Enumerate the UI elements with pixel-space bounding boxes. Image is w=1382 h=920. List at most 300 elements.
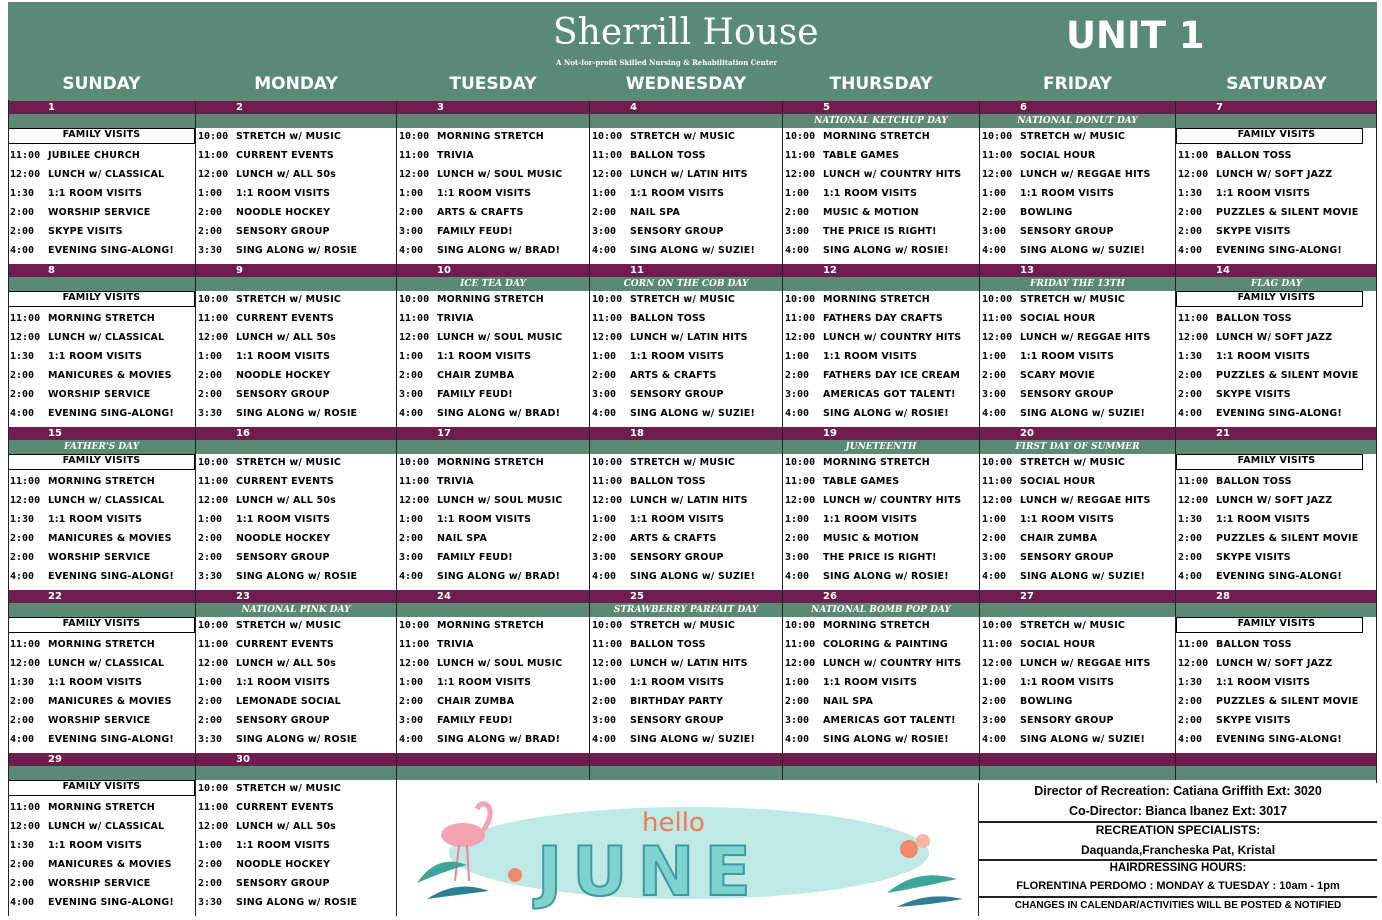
codirector-line: Co-Director: Bianca Ibanez Ext: 3017 (1068, 804, 1288, 818)
activity-name: 1:1 ROOM VISITS (437, 514, 532, 525)
activity-row (196, 492, 396, 511)
activity-time: 10:00 (198, 783, 229, 794)
activity-name: LUNCH w/ REGGAE HITS (1020, 169, 1151, 180)
activity-row (783, 731, 979, 750)
activity-name: FATHERS DAY CRAFTS (823, 313, 943, 324)
day-header-tuesday: TUESDAY (449, 74, 537, 94)
activity-row (980, 568, 1175, 587)
activity-name: FAMILY FEUD! (437, 715, 513, 726)
activity-name: STRETCH w/ MUSIC (630, 620, 736, 631)
activity-row (196, 636, 396, 655)
activity-time: 2:00 (10, 389, 35, 400)
activity-row (980, 367, 1175, 386)
day-cell-tuesday (397, 291, 589, 427)
activity-name: SING ALONG w/ ROSIE! (823, 734, 949, 745)
activity-name: MUSIC & MOTION (823, 533, 919, 544)
activity-time: 3:00 (399, 715, 424, 726)
date-number: 15 (48, 428, 62, 439)
activity-time: 10:00 (399, 131, 430, 142)
day-cell-sunday (8, 291, 195, 427)
activity-time: 2:00 (1178, 696, 1203, 707)
activity-time: 2:00 (198, 226, 223, 237)
activity-time: 1:30 (10, 840, 35, 851)
activity-time: 4:00 (1178, 408, 1203, 419)
activity-name: SING ALONG w/ SUZIE! (630, 734, 755, 745)
activity-name: LUNCH w/ ALL 50s (236, 821, 337, 832)
activity-row (1176, 712, 1377, 731)
specialists-title: RECREATION SPECIALISTS: (1095, 823, 1261, 837)
family-visits-row (8, 780, 195, 799)
activity-row (1176, 367, 1377, 386)
activity-name: SOCIAL HOUR (1020, 313, 1096, 324)
activity-row (980, 473, 1175, 492)
activity-time: 2:00 (1178, 533, 1203, 544)
special-day-label (196, 114, 396, 128)
date-number: 9 (236, 265, 243, 276)
activity-time: 2:00 (1178, 389, 1203, 400)
activity-name: SING ALONG w/ SUZIE! (630, 245, 755, 256)
activity-time: 2:00 (10, 715, 35, 726)
activity-row (590, 348, 782, 367)
activity-time: 11:00 (10, 313, 41, 324)
activity-name: STRETCH w/ MUSIC (236, 294, 342, 305)
activity-name: SING ALONG w/ SUZIE! (1020, 408, 1145, 419)
activity-name: SING ALONG w/ BRAD! (437, 734, 561, 745)
activity-row (1176, 473, 1377, 492)
activity-name: 1:1 ROOM VISITS (823, 677, 918, 688)
activity-time: 4:00 (592, 571, 617, 582)
special-day-label (8, 766, 195, 780)
activity-name: SING ALONG w/ BRAD! (437, 408, 561, 419)
activity-row (8, 386, 195, 405)
activity-row (980, 617, 1175, 636)
date-number: 3 (437, 102, 444, 113)
special-day-label (397, 440, 589, 454)
activity-name: LUNCH w/ SOUL MUSIC (437, 658, 563, 669)
activity-time: 4:00 (592, 734, 617, 745)
activity-name: NAIL SPA (630, 207, 681, 218)
activity-time: 10:00 (592, 294, 623, 305)
activity-time: 4:00 (10, 408, 35, 419)
activity-name: 1:1 ROOM VISITS (437, 188, 532, 199)
activity-time: 11:00 (785, 313, 816, 324)
activity-row (783, 367, 979, 386)
special-day-label: NATIONAL KETCHUP DAY (814, 116, 948, 126)
activity-time: 11:00 (982, 313, 1013, 324)
date-number: 10 (437, 265, 451, 276)
activity-name: SING ALONG w/ ROSIE! (823, 571, 949, 582)
activity-name: 1:1 ROOM VISITS (1020, 351, 1115, 362)
activity-row (590, 473, 782, 492)
activity-row (980, 348, 1175, 367)
activity-name: 1:1 ROOM VISITS (630, 351, 725, 362)
activity-time: 10:00 (198, 131, 229, 142)
activity-name: SING ALONG w/ BRAD! (437, 245, 561, 256)
activity-row (980, 712, 1175, 731)
activity-row (196, 655, 396, 674)
special-day-label (397, 603, 589, 617)
activity-name: EVENING SING-ALONG! (48, 897, 174, 908)
activity-name: 1:1 ROOM VISITS (823, 351, 918, 362)
activity-time: 2:00 (1178, 552, 1203, 563)
activity-row (8, 530, 195, 549)
activity-row (8, 549, 195, 568)
activity-row (397, 731, 589, 750)
activity-name: THE PRICE IS RIGHT! (823, 226, 937, 237)
activity-name: MORNING STRETCH (823, 131, 930, 142)
activity-row (196, 454, 396, 473)
activity-name: 1:1 ROOM VISITS (1216, 514, 1311, 525)
activity-time: 2:00 (10, 370, 35, 381)
date-number: 14 (1216, 265, 1230, 276)
activity-time: 2:00 (982, 370, 1007, 381)
activity-row (196, 348, 396, 367)
activity-name: SKYPE VISITS (1216, 552, 1291, 563)
activity-name: BALLON TOSS (630, 476, 706, 487)
activity-row (590, 655, 782, 674)
activity-name: SENSORY GROUP (236, 226, 330, 237)
activity-time: 3:00 (982, 389, 1007, 400)
activity-name: WORSHIP SERVICE (48, 552, 151, 563)
activity-row (8, 856, 195, 875)
activity-time: 1:30 (10, 188, 35, 199)
activity-time: 12:00 (399, 658, 430, 669)
activity-row (196, 818, 396, 837)
activity-row (196, 856, 396, 875)
activity-time: 1:30 (10, 514, 35, 525)
activity-time: 1:00 (198, 188, 223, 199)
activity-row (590, 549, 782, 568)
activity-time: 11:00 (982, 476, 1013, 487)
family-visits-label: FAMILY VISITS (62, 129, 141, 140)
activity-row (1176, 166, 1377, 185)
activity-row (783, 204, 979, 223)
activity-row (783, 166, 979, 185)
activity-name: NAIL SPA (437, 533, 488, 544)
special-day-label (397, 114, 589, 128)
activity-name: 1:1 ROOM VISITS (1216, 351, 1311, 362)
calendar-week (8, 264, 1377, 427)
activity-time: 2:00 (785, 207, 810, 218)
activity-time: 12:00 (592, 658, 623, 669)
day-cell-saturday (1176, 617, 1377, 753)
activity-row (196, 405, 396, 424)
activity-time: 2:00 (592, 370, 617, 381)
activity-time: 10:00 (198, 294, 229, 305)
activity-row (8, 367, 195, 386)
staff-info-panel (978, 783, 1377, 916)
day-cell-saturday (1176, 291, 1377, 427)
activity-row (397, 549, 589, 568)
activity-time: 12:00 (10, 821, 41, 832)
activity-time: 1:00 (198, 840, 223, 851)
activity-name: CURRENT EVENTS (236, 150, 334, 161)
day-cell-sunday (8, 128, 195, 264)
special-day-label (1176, 603, 1377, 617)
activity-time: 4:00 (785, 245, 810, 256)
activity-row (397, 242, 589, 261)
activity-row (8, 348, 195, 367)
activity-time: 1:00 (198, 514, 223, 525)
activity-name: SCARY MOVIE (1020, 370, 1095, 381)
activity-row (196, 291, 396, 310)
activity-row (196, 367, 396, 386)
activity-row (196, 875, 396, 894)
activity-row (397, 568, 589, 587)
activity-time: 2:00 (10, 207, 35, 218)
day-cell-friday (980, 128, 1175, 264)
activity-name: LUNCH W/ SOFT JAZZ (1216, 169, 1333, 180)
special-day-label (980, 603, 1175, 617)
activity-name: 1:1 ROOM VISITS (48, 351, 143, 362)
activity-name: STRETCH w/ MUSIC (236, 131, 342, 142)
activity-row (783, 712, 979, 731)
activity-row (783, 454, 979, 473)
day-cell-friday (980, 454, 1175, 590)
activity-name: 1:1 ROOM VISITS (236, 677, 331, 688)
activity-time: 11:00 (785, 639, 816, 650)
activity-row (980, 291, 1175, 310)
activity-name: 1:1 ROOM VISITS (1216, 677, 1311, 688)
day-cell-wednesday (590, 617, 782, 753)
activity-name: EVENING SING-ALONG! (1216, 245, 1342, 256)
family-visits-label: FAMILY VISITS (62, 455, 141, 466)
activity-row (397, 291, 589, 310)
special-day-label: STRAWBERRY PARFAIT DAY (613, 605, 759, 615)
activity-time: 3:30 (198, 245, 223, 256)
activity-row (196, 185, 396, 204)
activity-row (590, 492, 782, 511)
activity-row (8, 329, 195, 348)
activity-row (783, 348, 979, 367)
day-cell-thursday (783, 291, 979, 427)
activity-row (980, 693, 1175, 712)
activity-time: 10:00 (399, 620, 430, 631)
activity-time: 12:00 (785, 332, 816, 343)
activity-name: SKYPE VISITS (1216, 389, 1291, 400)
activity-time: 12:00 (982, 495, 1013, 506)
activity-time: 3:00 (982, 226, 1007, 237)
activity-name: NOODLE HOCKEY (236, 533, 331, 544)
activity-time: 3:00 (982, 715, 1007, 726)
activity-time: 3:30 (198, 897, 223, 908)
family-visits-label: FAMILY VISITS (62, 292, 141, 303)
activity-row (397, 530, 589, 549)
activity-time: 2:00 (10, 859, 35, 870)
activity-time: 12:00 (198, 821, 229, 832)
activity-name: LUNCH w/ REGGAE HITS (1020, 658, 1151, 669)
activity-row (980, 636, 1175, 655)
date-number: 30 (236, 754, 250, 765)
date-number: 11 (630, 265, 644, 276)
activity-name: BALLON TOSS (630, 150, 706, 161)
activity-time: 1:00 (198, 351, 223, 362)
activity-time: 12:00 (592, 495, 623, 506)
date-number: 2 (236, 102, 243, 113)
special-day-label: CORN ON THE COB DAY (623, 279, 749, 289)
activity-name: NAIL SPA (823, 696, 874, 707)
activity-row (590, 386, 782, 405)
unit-label: UNIT 1 (1066, 14, 1205, 57)
special-day-label: FRIDAY THE 13TH (1030, 279, 1125, 289)
activity-time: 10:00 (592, 620, 623, 631)
activity-name: PUZZLES & SILENT MOVIE (1216, 370, 1359, 381)
date-number: 24 (437, 591, 451, 602)
activity-row (590, 242, 782, 261)
activity-time: 10:00 (785, 620, 816, 631)
activity-row (8, 405, 195, 424)
activity-name: SENSORY GROUP (1020, 389, 1114, 400)
activity-name: MORNING STRETCH (48, 802, 155, 813)
activity-time: 12:00 (785, 169, 816, 180)
brand-subtitle: A Not-for-profit Skilled Nursing & Rehabilitation Center (556, 58, 778, 67)
activity-time: 2:00 (198, 696, 223, 707)
activity-row (8, 568, 195, 587)
activity-time: 3:00 (399, 226, 424, 237)
activity-row (980, 223, 1175, 242)
special-day-label (397, 766, 589, 780)
activity-name: ARTS & CRAFTS (437, 207, 524, 218)
day-header-thursday: THURSDAY (829, 74, 933, 94)
activity-name: MANICURES & MOVIES (48, 696, 172, 707)
activity-name: BALLON TOSS (1216, 150, 1292, 161)
activity-name: BIRTHDAY PARTY (630, 696, 724, 707)
activity-row (8, 837, 195, 856)
activity-name: LEMONADE SOCIAL (236, 696, 341, 707)
activity-name: MORNING STRETCH (823, 457, 930, 468)
activity-row (980, 674, 1175, 693)
activity-time: 10:00 (982, 294, 1013, 305)
activity-name: AMERICAS GOT TALENT! (823, 715, 956, 726)
activity-name: LUNCH w/ ALL 50s (236, 169, 337, 180)
activity-name: LUNCH w/ LATIN HITS (630, 332, 748, 343)
activity-name: SING ALONG w/ ROSIE (236, 734, 358, 745)
family-visits-row (1176, 128, 1377, 147)
activity-time: 1:00 (592, 514, 617, 525)
activity-name: MORNING STRETCH (823, 620, 930, 631)
activity-row (8, 185, 195, 204)
activity-row (397, 617, 589, 636)
activity-row (1176, 386, 1377, 405)
activity-row (1176, 511, 1377, 530)
activity-name: MORNING STRETCH (437, 131, 544, 142)
activity-time: 2:00 (785, 696, 810, 707)
activity-name: FAMILY FEUD! (437, 552, 513, 563)
activity-row (783, 655, 979, 674)
activity-row (8, 894, 195, 913)
activity-name: MORNING STRETCH (48, 639, 155, 650)
activity-row (8, 511, 195, 530)
activity-row (397, 204, 589, 223)
date-number: 6 (1020, 102, 1027, 113)
activity-name: TRIVIA (437, 476, 474, 487)
calendar-week (8, 101, 1377, 264)
activity-row (196, 799, 396, 818)
brand-title: Sherrill House (553, 12, 819, 53)
activity-row (1176, 636, 1377, 655)
activity-name: LUNCH W/ SOFT JAZZ (1216, 658, 1333, 669)
activity-row (783, 128, 979, 147)
activity-row (196, 310, 396, 329)
activity-row (8, 166, 195, 185)
activity-row (1176, 185, 1377, 204)
activity-time: 12:00 (592, 332, 623, 343)
hello-june-illustration (397, 783, 978, 916)
activity-name: MORNING STRETCH (437, 294, 544, 305)
activity-row (590, 185, 782, 204)
day-cell-wednesday (590, 128, 782, 264)
family-visits-row (1176, 454, 1377, 473)
activity-name: MANICURES & MOVIES (48, 533, 172, 544)
activity-row (1176, 242, 1377, 261)
activity-time: 3:30 (198, 408, 223, 419)
activity-time: 12:00 (1178, 332, 1209, 343)
family-visits-label: FAMILY VISITS (1237, 292, 1316, 303)
family-visits-row (8, 454, 195, 473)
activity-name: 1:1 ROOM VISITS (630, 188, 725, 199)
activity-name: STRETCH w/ MUSIC (1020, 131, 1126, 142)
activity-time: 4:00 (10, 245, 35, 256)
hairdressing-title: HAIRDRESSING HOURS: (1109, 862, 1247, 874)
activity-name: WORSHIP SERVICE (48, 878, 151, 889)
activity-row (590, 511, 782, 530)
calendar-header (8, 2, 1377, 101)
activity-name: 1:1 ROOM VISITS (236, 188, 331, 199)
activity-time: 11:00 (592, 313, 623, 324)
activity-name: SING ALONG w/ ROSIE (236, 408, 358, 419)
activity-name: SOCIAL HOUR (1020, 476, 1096, 487)
activity-time: 1:00 (785, 677, 810, 688)
activity-time: 1:30 (1178, 514, 1203, 525)
activity-row (590, 204, 782, 223)
activity-name: LUNCH w/ CLASSICAL (48, 169, 165, 180)
activity-time: 12:00 (198, 658, 229, 669)
activity-name: 1:1 ROOM VISITS (437, 351, 532, 362)
date-number: 29 (48, 754, 62, 765)
activity-name: MORNING STRETCH (48, 313, 155, 324)
activity-name: SING ALONG w/ SUZIE! (1020, 734, 1145, 745)
activity-time: 11:00 (399, 313, 430, 324)
date-bar (8, 264, 1377, 277)
activity-name: 1:1 ROOM VISITS (630, 514, 725, 525)
activity-name: 1:1 ROOM VISITS (236, 514, 331, 525)
activity-name: 1:1 ROOM VISITS (236, 840, 331, 851)
activity-time: 1:30 (1178, 188, 1203, 199)
activity-row (1176, 568, 1377, 587)
activity-time: 2:00 (10, 552, 35, 563)
activity-row (590, 310, 782, 329)
activity-time: 2:00 (198, 370, 223, 381)
activity-row (397, 712, 589, 731)
activity-time: 11:00 (1178, 313, 1209, 324)
activity-name: LUNCH w/ SOUL MUSIC (437, 495, 563, 506)
activity-row (783, 386, 979, 405)
special-day-label (980, 766, 1175, 780)
activity-row (196, 894, 396, 913)
activity-row (196, 204, 396, 223)
activity-time: 11:00 (1178, 639, 1209, 650)
activity-row (196, 549, 396, 568)
activity-row (196, 780, 396, 799)
activity-name: LUNCH w/ LATIN HITS (630, 495, 748, 506)
activity-time: 4:00 (10, 571, 35, 582)
date-number: 12 (823, 265, 837, 276)
activity-time: 4:00 (785, 408, 810, 419)
activity-name: 1:1 ROOM VISITS (48, 188, 143, 199)
family-visits-row (8, 291, 195, 310)
family-visits-row (1176, 291, 1377, 310)
activity-time: 12:00 (10, 332, 41, 343)
